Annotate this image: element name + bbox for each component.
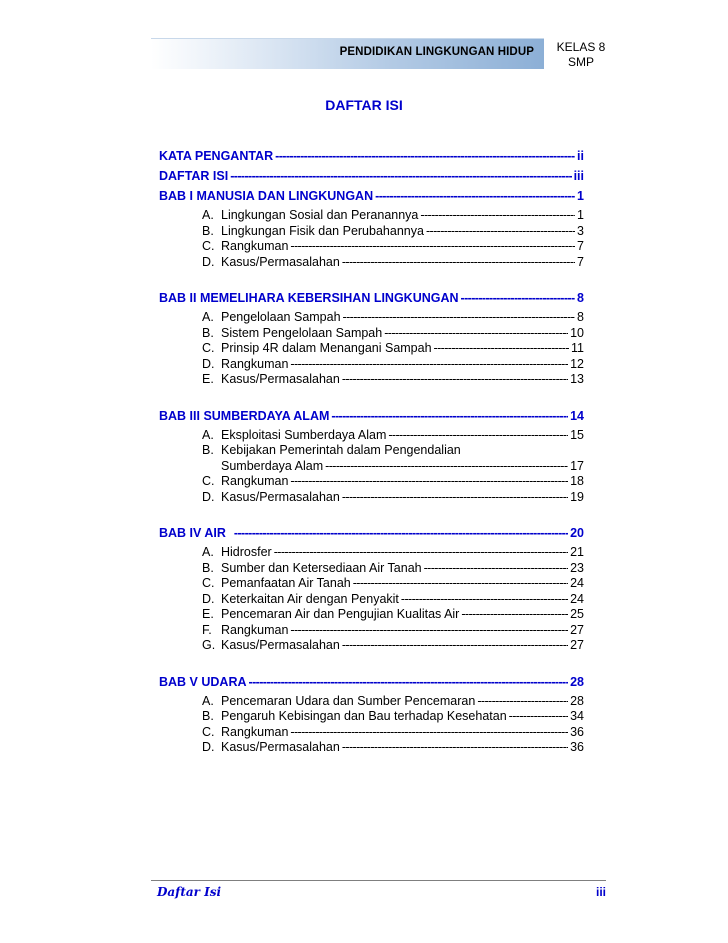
toc-subentry-page: 24 — [570, 576, 584, 590]
toc-entry-title: BAB V UDARA — [159, 674, 247, 689]
toc-entry-title: KATA PENGANTAR — [159, 149, 274, 163]
toc-subentry-title: Rangkuman — [221, 724, 289, 739]
page-title: DAFTAR ISI — [325, 97, 403, 113]
header-title: PENDIDIKAN LINGKUNGAN HIDUP — [339, 46, 534, 58]
dot-leader — [342, 372, 568, 388]
page-header-band — [151, 38, 544, 69]
toc-subentry-letter: E. — [202, 372, 214, 386]
dot-leader — [325, 459, 568, 475]
toc-subentry-title: Eksploitasi Sumberdaya Alam — [221, 427, 387, 442]
toc-subentry-page: 17 — [570, 458, 584, 473]
toc-subentry-title: Pengaruh Kebisingan dan Bau terhadap Kesehatan — [221, 709, 507, 723]
dot-leader — [331, 406, 568, 426]
toc-subentry-letter: A. — [202, 208, 214, 222]
toc-subentry-page: 13 — [570, 372, 584, 386]
dot-leader — [401, 592, 568, 608]
toc-subentry-page: 12 — [570, 356, 584, 371]
toc-subentry[interactable] — [159, 341, 584, 357]
toc-subentry-title: Rangkuman — [221, 239, 289, 253]
header-class-line1: KELAS 8 — [556, 40, 606, 54]
toc-entry-page: 20 — [570, 526, 584, 540]
toc-subentry-title: Kasus/Permasalahan — [221, 638, 340, 652]
toc-subentry-title: Kasus/Permasalahan — [221, 254, 340, 269]
toc-entry-title: DAFTAR ISI — [159, 169, 229, 183]
toc-subentry-letter: C. — [202, 341, 215, 355]
toc-entry-daftar-isi[interactable] — [159, 166, 584, 186]
toc-subentry-title: Rangkuman — [221, 622, 289, 637]
toc-entry-page: 8 — [577, 291, 584, 305]
toc-subentry-title: Kebijakan Pemerintah dalam Pengendalian — [221, 443, 461, 457]
dot-leader — [461, 607, 568, 623]
dot-leader — [342, 490, 568, 506]
footer-section-label: Daftar Isi — [157, 885, 222, 899]
toc-entry-title: BAB I MANUSIA DAN LINGKUNGAN — [159, 189, 374, 203]
toc-subentry-title: Sistem Pengelolaan Sampah — [221, 325, 383, 340]
toc-entry-page: 28 — [570, 674, 584, 689]
toc-subentry[interactable] — [159, 576, 584, 592]
toc-entry-title: BAB III SUMBERDAYA ALAM — [159, 408, 330, 423]
toc-subentry-letter: D. — [202, 356, 215, 371]
toc-subentry-title: Prinsip 4R dalam Menangani Sampah — [221, 341, 432, 355]
toc-subentry-page: 3 — [577, 223, 584, 238]
dot-leader — [420, 208, 575, 224]
toc-subentry-title: Hidrosfer — [221, 545, 272, 559]
toc-subentry-title: Pengelolaan Sampah — [221, 310, 341, 324]
toc-chapter-bab5[interactable] — [159, 672, 584, 692]
toc-subentry[interactable] — [159, 326, 584, 342]
toc-subentry[interactable] — [159, 372, 584, 388]
dot-leader — [461, 288, 576, 308]
toc-subentry-title: Rangkuman — [221, 356, 289, 371]
toc-subentry-title: Lingkungan Fisik dan Perubahannya — [221, 223, 424, 238]
toc-subentry-page: 18 — [570, 474, 584, 488]
toc-subentry-letter: E. — [202, 607, 214, 621]
toc-subentry-page: 25 — [570, 607, 584, 621]
toc-chapter-bab3[interactable] — [159, 406, 584, 426]
toc-entry-kata-pengantar[interactable] — [159, 146, 584, 166]
toc-subentry-title: Pemanfaatan Air Tanah — [221, 576, 351, 590]
toc-subentry-letter: C. — [202, 724, 215, 739]
toc-subentry-page: 15 — [570, 427, 584, 442]
toc-subentry[interactable] — [159, 310, 584, 326]
dot-leader — [388, 428, 568, 444]
toc-entry-page: ii — [577, 149, 584, 163]
toc-subentry-letter: G. — [202, 638, 216, 652]
toc-subentry[interactable] — [159, 623, 584, 639]
toc-subentry-title: Sumberdaya Alam — [221, 458, 324, 473]
toc-subentry[interactable] — [159, 357, 584, 373]
toc-subentry-letter: B. — [202, 443, 214, 457]
toc-entry-title: BAB II MEMELIHARA KEBERSIHAN LINGKUNGAN — [159, 291, 459, 305]
dot-leader — [274, 545, 568, 561]
dot-leader — [424, 561, 568, 577]
toc-subentry[interactable] — [159, 255, 584, 271]
toc-subentry-letter: D. — [202, 591, 215, 606]
toc-subentry-page: 21 — [570, 545, 584, 559]
toc-subentry-title: Kasus/Permasalahan — [221, 372, 340, 386]
toc-subentry-title: Sumber dan Ketersediaan Air Tanah — [221, 560, 422, 575]
toc-subentry-letter: D. — [202, 489, 215, 504]
dot-leader — [353, 576, 568, 592]
toc-subentry-title: Lingkungan Sosial dan Peranannya — [221, 208, 419, 222]
dot-leader — [342, 255, 575, 271]
toc-subentry-letter: C. — [202, 576, 215, 590]
toc-subentry-page: 10 — [570, 325, 584, 340]
toc-subentry-letter: C. — [202, 474, 215, 488]
toc-entry-page: iii — [573, 169, 584, 183]
toc-subentry-title: Keterkaitan Air dengan Penyakit — [221, 591, 399, 606]
toc-subentry[interactable] — [159, 474, 584, 490]
toc-subentry[interactable] — [159, 592, 584, 608]
toc-subentry-page: 36 — [570, 724, 584, 739]
toc-subentry-page: 7 — [577, 254, 584, 269]
dot-leader — [477, 694, 568, 710]
toc-subentry-page: 34 — [570, 709, 584, 723]
toc-subentry[interactable] — [159, 208, 584, 224]
dot-leader — [230, 166, 571, 186]
toc-subentry-letter: A. — [202, 693, 214, 708]
toc-subentry-page: 24 — [570, 591, 584, 606]
dot-leader — [290, 239, 575, 255]
toc-chapter-bab4[interactable] — [159, 523, 584, 543]
header-class-label — [545, 40, 617, 70]
toc-subentry-page: 36 — [570, 740, 584, 754]
toc-subentry-letter: B. — [202, 709, 214, 723]
dot-leader — [509, 709, 568, 725]
dot-leader — [290, 357, 568, 373]
toc-subentry[interactable] — [159, 607, 584, 623]
toc-subentry-letter: A. — [202, 545, 214, 559]
dot-leader — [290, 725, 568, 741]
toc-subentry[interactable] — [159, 638, 584, 654]
toc-subentry-page: 19 — [570, 489, 584, 504]
toc-subentry-letter: D. — [202, 254, 215, 269]
toc-subentry-letter: B. — [202, 560, 214, 575]
dot-leader — [249, 672, 569, 692]
toc-subentry-page: 27 — [570, 638, 584, 652]
toc-subentry-title: Pencemaran Udara dan Sumber Pencemaran — [221, 693, 476, 708]
toc-subentry-title: Kasus/Permasalahan — [221, 489, 340, 504]
footer-divider — [151, 880, 606, 881]
toc-subentry[interactable] — [159, 725, 584, 741]
toc-subentry-page: 23 — [570, 560, 584, 575]
toc-subentry[interactable] — [159, 545, 584, 561]
toc-subentry[interactable] — [159, 428, 584, 444]
toc-entry-page: 14 — [570, 408, 584, 423]
toc-subentry[interactable] — [159, 740, 584, 756]
toc-subentry-page: 7 — [577, 239, 584, 253]
dot-leader — [375, 186, 575, 206]
dot-leader — [290, 474, 568, 490]
toc-subentry-letter: B. — [202, 325, 214, 340]
dot-leader — [290, 623, 568, 639]
toc-subentry-page: 8 — [577, 310, 584, 324]
toc-subentry[interactable] — [159, 224, 584, 240]
toc-subentry[interactable] — [159, 694, 584, 710]
toc-chapter-bab1[interactable] — [159, 186, 584, 206]
dot-leader — [434, 341, 569, 357]
table-of-contents — [159, 146, 584, 756]
toc-subentry-page: 1 — [577, 208, 584, 222]
toc-subentry-letter: A. — [202, 427, 214, 442]
toc-subentry-letter: A. — [202, 310, 214, 324]
dot-leader — [275, 146, 575, 166]
toc-subentry[interactable] — [159, 239, 584, 255]
toc-subentry[interactable] — [159, 561, 584, 577]
toc-subentry-page: 27 — [570, 622, 584, 637]
toc-entry-title: BAB IV AIR — [159, 526, 226, 540]
toc-subentry-page: 11 — [571, 341, 584, 355]
toc-subentry[interactable] — [159, 443, 584, 459]
toc-subentry-title: Pencemaran Air dan Pengujian Kualitas Air — [221, 607, 460, 621]
toc-subentry-letter: F. — [202, 622, 212, 637]
header-class-line2: SMP — [567, 55, 594, 69]
toc-chapter-bab2[interactable] — [159, 288, 584, 308]
toc-subentry-letter: B. — [202, 223, 214, 238]
dot-leader — [342, 638, 568, 654]
dot-leader — [384, 326, 568, 342]
toc-subentry-title: Rangkuman — [221, 474, 289, 488]
toc-subentry-title: Kasus/Permasalahan — [221, 740, 340, 754]
toc-subentry[interactable] — [159, 490, 584, 506]
dot-leader — [426, 224, 575, 240]
toc-subentry-letter: C. — [202, 239, 215, 253]
toc-subentry-page: 28 — [570, 693, 584, 708]
toc-entry-page: 1 — [577, 189, 584, 203]
footer-page-number: iii — [595, 885, 606, 899]
toc-subentry-continuation[interactable] — [159, 459, 584, 475]
toc-subentry-letter: D. — [202, 740, 215, 754]
dot-leader — [342, 740, 568, 756]
toc-subentry[interactable] — [159, 709, 584, 725]
dot-leader — [343, 310, 576, 326]
dot-leader — [234, 523, 568, 543]
